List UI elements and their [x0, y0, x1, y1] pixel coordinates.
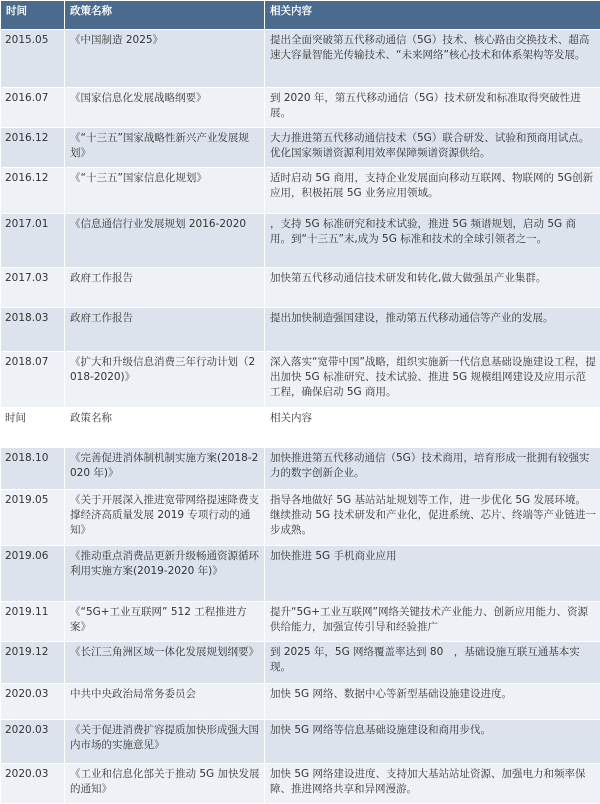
row-content: 提出全面突破第五代移动通信（5G）技术、核心路由交换技术、超高速大容量智能光传输技术、“未来网络”核心技术和体系架构等发展。 [265, 30, 600, 88]
row-date: 2017.03 [1, 268, 65, 308]
row-date: 2019.11 [1, 602, 65, 642]
row-content: 到 2025 年，5G 网络覆盖率达到 80 ，基础设施互联互通基本实现。 [265, 642, 600, 684]
table-row [1, 602, 600, 642]
row-date: 2015.05 [1, 30, 65, 88]
row-date: 2016.07 [1, 88, 65, 128]
row-policy-name: 《推动重点消费品更新升级畅通资源循环利用实施方案(2019-2020 年)》 [65, 546, 265, 602]
row-content: ，支持 5G 标准研究和技术试验，推进 5G 频谱规划，启动 5G 商用。到“十三五”末,成为 5G 标准和技术的全球引领者之一。 [265, 214, 600, 268]
row-policy-name: 《信息通信行业发展规划 2016-2020 [65, 214, 265, 268]
row-date: 2020.03 [1, 684, 65, 720]
row-policy-name: 《工业和信息化部关于推动 5G 加快发展的通知》 [65, 764, 265, 804]
row-policy-name: 政府工作报告 [65, 268, 265, 308]
row-date: 2020.03 [1, 720, 65, 764]
row-content: 提出加快制造强国建设，推动第五代移动通信等产业的发展。 [265, 308, 600, 352]
row-date: 2016.12 [1, 168, 65, 214]
table-row [1, 684, 600, 720]
row-content: 大力推进第五代移动通信技术（5G）联合研发、试验和预商用试点。优化国家频谱资源利用效率保障频谱资源供给。 [265, 128, 600, 168]
table-row [1, 128, 600, 168]
row-policy-name: 《扩大和升级信息消费三年行动计划（2018-2020)》 [65, 352, 265, 408]
table-row [1, 308, 600, 352]
row-content: 指导各地做好 5G 基站站址规划等工作，进一步优化 5G 发展环境。继续推动 5G 技术研发和产业化，促进系统、芯片、终端等产业链进一步成熟。 [265, 490, 600, 546]
row-content: 加快第五代移动通信技术研发和转化,做大做强虽产业集群。 [265, 268, 600, 308]
row-content: 加快推进 5G 手机商业应用 [265, 546, 600, 602]
table-row [1, 214, 600, 268]
subheader-content: 相关内容 [265, 408, 600, 448]
table-row [1, 448, 600, 490]
row-policy-name: 《完善促进消体制机制实施方案(2018-2020 年)》 [65, 448, 265, 490]
row-date: 2016.12 [1, 128, 65, 168]
row-content: 到 2020 年，第五代移动通信（5G）技术研发和标准取得突破性进展。 [265, 88, 600, 128]
header-content: 相关内容 [265, 1, 600, 30]
table-row [1, 490, 600, 546]
table-row [1, 642, 600, 684]
row-date: 2019.05 [1, 490, 65, 546]
row-date: 2018.03 [1, 308, 65, 352]
table-row [1, 268, 600, 308]
row-policy-name: 《国家信息化发展战略纲要》 [65, 88, 265, 128]
row-policy-name: 《中国制造 2025》 [65, 30, 265, 88]
table-row [1, 30, 600, 88]
row-content: 加快 5G 网络等信息基础设施建设和商用步伐。 [265, 720, 600, 764]
row-policy-name: 中共中央政治局常务委员会 [65, 684, 265, 720]
row-content: 适时启动 5G 商用，支持企业发展面向移动互联网、物联网的 5G创新应用，积极拓展 5G 业务应用领域。 [265, 168, 600, 214]
table-row [1, 168, 600, 214]
subheader-policy-name: 政策名称 [65, 408, 265, 448]
row-content: 加快 5G 网络建设进度、支持加大基站站址资源、加强电力和频率保障、推进网络共享和异网漫游。 [265, 764, 600, 804]
repeated-header-row [1, 408, 600, 448]
row-policy-name: 《“十三五”国家信息化规划》 [65, 168, 265, 214]
header-date: 时间 [1, 1, 65, 30]
row-date: 2019.06 [1, 546, 65, 602]
row-policy-name: 《“5G+工业互联网” 512 工程推进方案》 [65, 602, 265, 642]
row-policy-name: 《关于促进消费扩容提质加快形成强大国内市场的实施意见》 [65, 720, 265, 764]
row-policy-name: 《关于开展深入推进宽带网络提速降费支撑经济高质量发展 2019 专项行动的通知》 [65, 490, 265, 546]
header-row [1, 1, 600, 30]
table-row [1, 88, 600, 128]
row-policy-name: 《长江三角洲区域一体化发展规划纲要》 [65, 642, 265, 684]
header-policy-name: 政策名称 [65, 1, 265, 30]
table-row [1, 764, 600, 804]
row-content: 深入落实“宽带中国”战略，组织实施新一代信息基础设施建设工程，提出加快 5G 标准研究、技术试验、推进 5G 规模组网建设及应用示范工程，确保启动 5G 商用。 [265, 352, 600, 408]
row-content: 提升“5G+工业互联网”网络关键技术产业能力、创新应用能力、资源供给能力，加强宣传引导和经验推广 [265, 602, 600, 642]
table-row [1, 546, 600, 602]
row-policy-name: 政府工作报告 [65, 308, 265, 352]
row-date: 2018.10 [1, 448, 65, 490]
row-date: 2017.01 [1, 214, 65, 268]
row-date: 2020.03 [1, 764, 65, 804]
table-row [1, 352, 600, 408]
subheader-date: 时间 [1, 408, 65, 448]
table-row [1, 720, 600, 764]
row-policy-name: 《“十三五”国家战略性新兴产业发展规划》 [65, 128, 265, 168]
row-content: 加快推进第五代移动通信（5G）技术商用，培育形成一批拥有较强实力的数字创新企业。 [265, 448, 600, 490]
row-date: 2018.07 [1, 352, 65, 408]
row-content: 加快 5G 网络、数据中心等新型基础设施建设进度。 [265, 684, 600, 720]
row-date: 2019.12 [1, 642, 65, 684]
